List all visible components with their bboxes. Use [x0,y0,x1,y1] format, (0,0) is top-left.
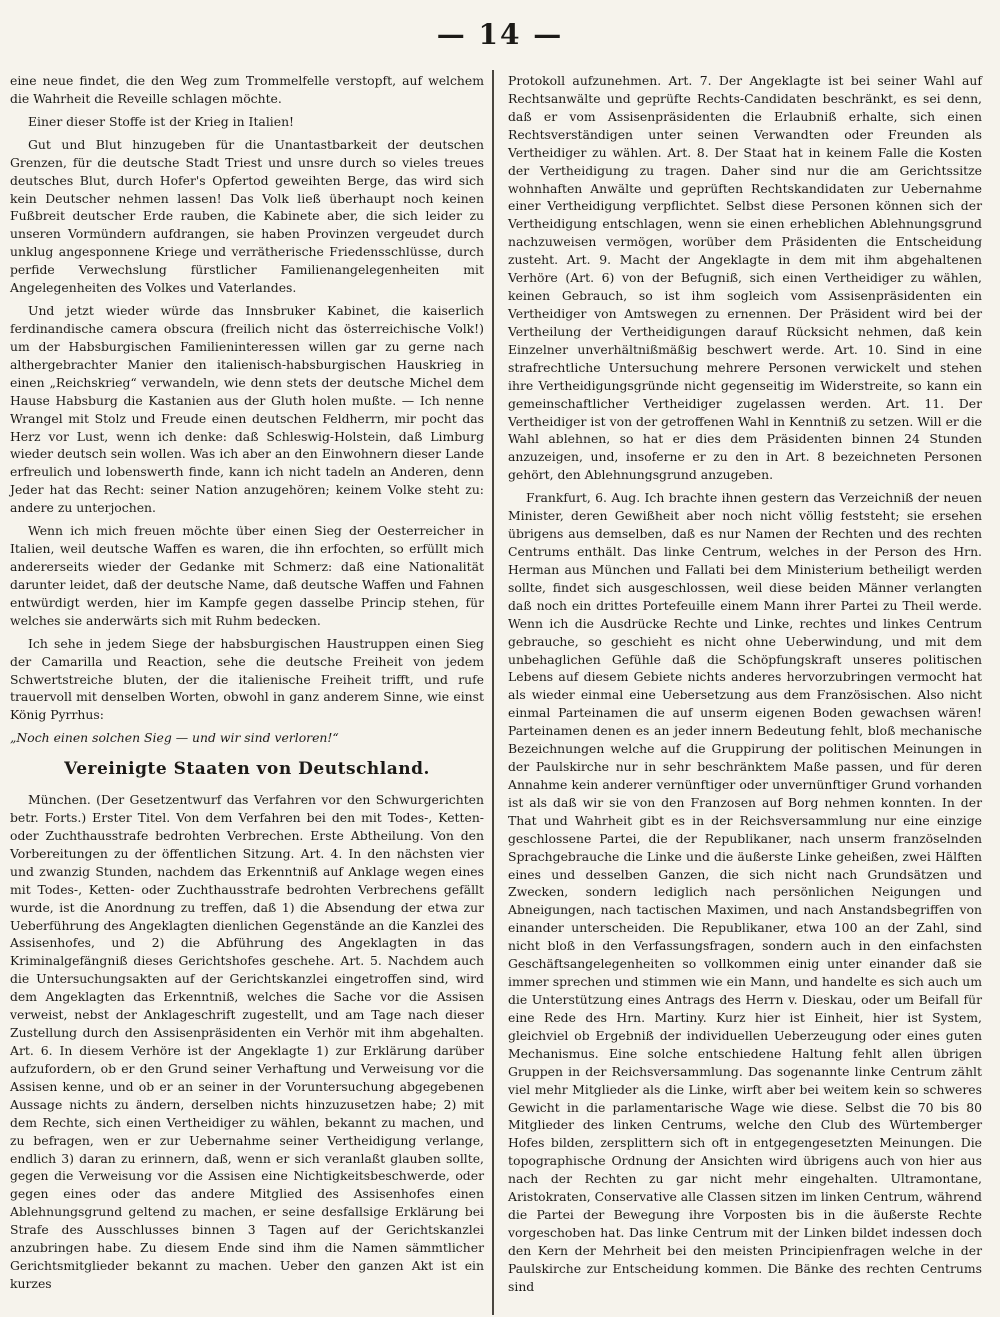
left-column [10,72,484,1298]
paragraph: Frankfurt, 6. Aug. Ich brachte ihnen gestern das Verzeichniß der neuen Minister, deren Gewißheit aber noch nicht völlig feststeht; sie ersehen übrigens aus demselben, daß es nur Namen der Rechten und des rechten Centrums enthält. Das linke Centrum, welches in der Person des Hrn. Herman aus München und Fallati bei dem Ministerium betheiligt werden sollte, findet sich ausgeschlossen, weil diese beiden Männer verlangten daß noch ein drittes Portefeuille einem Mann ihrer Partei zu Theil werde. Wenn ich die Ausdrücke Rechte und Linke, rechtes und linkes Centrum gebrauche, so geschieht es nicht ohne Ueberwindung, und mit dem unbehaglichen Gefühle daß die Schöpfungskraft unseres politischen Lebens auf diesem Gebiete nichts anderes hervorzubringen vermocht hat als wieder einmal eine Uebersetzung aus dem Französischen. Also nicht einmal Parteinamen die auf unserm eigenen Boden gewachsen wären! Parteinamen denen es an jeder innern Bedeutung fehlt, bloß mechanische Bezeichnungen welche auf die Gruppirung der politischen Meinungen in der Paulskirche nur in sehr beschränktem Maße passen, und für deren Annahme kein anderer vernünftiger oder unvernünftiger Grund vorhanden ist als daß wir sie von den Franzosen auf Borg nehmen konnten. In der That und Wahrheit gibt es in der Reichsversammlung nur eine einzige geschlossene Partei, die der Republikaner, nach unserm französelnden Sprachgebrauche die Linke und die äußerste Linke geheißen, zwei Hälften eines und desselben Ganzen, die sich nicht nach Grundsätzen und Zwecken, sondern lediglich nach persönlichen Neigungen und Abneigungen, nach tactischen Maximen, und nach Anstandsbegriffen von einander unterscheiden. Die Republikaner, etwa 100 an der Zahl, sind nicht bloß in den Verfassungsfragen, sondern auch in den einfachsten Geschäftsangelegenheiten so vollkommen einig unter einander daß sie immer sprechen und stimmen wie ein Mann, und handelte es sich auch um die Unterstützung eines Antrags des Herrn v. Dieskau, oder um Beifall für eine Rede des Hrn. Martiny. Kurz hier ist Einheit, hier ist System, gleichviel ob Ergebniß der individuellen Ueberzeugung oder eines guten Mechanismus. Eine solche entschiedene Haltung fehlt allen übrigen Gruppen in der Reichsversammlung. Das sogenannte linke Centrum zählt viel mehr Mitglieder als die Linke, wirft aber bei weitem kein so schweres Gewicht in die parlamentarische Wage wie diese. Selbst die 70 bis 80 Mitglieder des linken Centrums, welche den Club des Würtemberger Hofes bilden, zersplittern sich oft in entgegengesetzten Meinungen. Die topographische Ordnung der Ansichten wird übrigens auch von hier aus nach der Rechten zu gar nicht mehr eingehalten. Ultramontane, Aristokraten, Conservative alle Classen sitzen im linken Centrum, während die Partei der Bewegung ihre Vorposten bis in die äußerste Rechte vorgeschoben hat. Das linke Centrum mit der Linken bildet indessen doch den Kern der Mehrheit bei den meisten Principienfragen welche in der Paulskirche zur Entscheidung kommen. Die Bänke des rechten Centrums sind [508,490,982,1294]
quote: „Noch einen solchen Sieg — und wir sind verloren!“ [10,730,339,746]
paragraph: eine neue findet, die den Weg zum Trommelfelle verstopft, auf welchem die Wahrheit die Reveille schlagen möchte. [10,73,484,106]
right-column [508,72,982,1301]
page-number: — 14 — [436,18,564,51]
paragraph: Gut und Blut hinzugeben für die Unantastbarkeit der deutschen Grenzen, für die deutsche Stadt Triest und unsre durch so vieles treues deutsches Blut, durch Hofer's Opfertod geweihten Berge, das wird sich kein Deutscher nehmen lassen! Das Volk ließ überhaupt noch keinen Fußbreit deutscher Erde rauben, die Kabinete aber, die sich leider zu unseren Vormündern aufdrangen, sie haben Provinzen vergeudet durch unklug angesponnene Kriege und verrätherische Friedensschlüsse, durch perfide Verwechslung fürstlicher Familienangelegenheiten mit Angelegenheiten des Volkes und Vaterlandes. [10,136,484,296]
section-heading: Vereinigte Staaten von Deutschland. [64,759,430,780]
paragraph: Ich sehe in jedem Siege der habsburgischen Haustruppen einen Sieg der Camarilla und Reaction, sehe die deutsche Freiheit von jedem Schwertstreiche bluten, der die italienische Freiheit trifft, und rufe trauervoll mit denselben Worten, obwohl in ganz anderem Sinne, wie einst König Pyrrhus: [10,635,484,723]
column-divider [492,70,494,1315]
paragraph: Wenn ich mich freuen möchte über einen Sieg der Oesterreicher in Italien, weil deutsche Waffen es waren, die ihn erfochten, so erfüllt mich andererseits wieder der Gedanke mit Schmerz: daß eine Nationalität darunter leidet, daß der deutsche Name, daß deutsche Waffen und Fahnen entwürdigt werden, hier im Kampfe gegen dasselbe Princip stehen, für welches sie anderwärts sich mit Ruhm bedecken. [10,523,484,628]
paragraph: Protokoll aufzunehmen. Art. 7. Der Angeklagte ist bei seiner Wahl auf Rechtsanwälte und geprüfte Rechts-Candidaten beschränkt, es sei denn, daß er vom Assisenpräsidenten die Erlaubniß erhalte, sich einen Rechtsverständigen unter seinen Verwandten oder Freunden als Vertheidiger zu wählen. Art. 8. Der Staat hat in keinem Falle die Kosten der Vertheidigung zu tragen. Daher sind nur die am Gerichtssitze wohnhaften Anwälte und geprüften Rechtskandidaten zur Uebernahme einer Vertheidigung verpflichtet. Selbst diese Personen können sich der Vertheidigung entschlagen, wenn sie einen erheblichen Ablehnungsgrund nachzuweisen vermögen, worüber dem Präsidenten die Entscheidung zusteht. Art. 9. Macht der Angeklagte in dem mit ihm abgehaltenen Verhöre (Art. 6) von der Befugniß, sich einen Vertheidiger zu wählen, keinen Gebrauch, so ist ihm sogleich vom Assisenpräsidenten ein Vertheidiger von Amtswegen zu ernennen. Der Präsident wird bei der Vertheilung der Vertheidigungen darauf Rücksicht nehmen, daß kein Einzelner unverhältnißmäßig beschwert werde. Art. 10. Sind in eine strafrechtliche Untersuchung mehrere Personen verwickelt und stehen ihre Vertheidigungsgründe nicht gegenseitig im Widerstreite, so kann ein gemeinschaftlicher Vertheidiger zugelassen werden. Art. 11. Der Vertheidiger ist von der getroffenen Wahl in Kenntniß zu setzen. Will er die Wahl ablehnen, so hat er dies dem Präsidenten binnen 24 Stunden anzuzeigen, und, insoferne er zu den in Art. 8 bezeichneten Personen gehört, den Ablehnungsgrund anzugeben. [508,73,982,483]
paragraph: Einer dieser Stoffe ist der Krieg in Italien! [28,113,295,129]
paragraph: München. (Der Gesetzentwurf das Verfahren vor den Schwurgerichten betr. Forts.) Erster Titel. Von dem Verfahren bei den mit Todes-, Ketten- oder Zuchthausstrafe bedrohten Verbrechen. Erste Abtheilung. Von den Vorbereitungen zu der öffentlichen Sitzung. Art. 4. In den nächsten vier und zwanzig Stunden, nachdem das Erkenntniß auf Anklage wegen eines mit Todes-, Ketten- oder Zuchthausstrafe bedrohten Verbrechens gefällt wurde, ist die Anordnung zu treffen, daß 1) die Absendung der etwa zur Ueberführung des Angeklagten dienlichen Gegenstände an die Kanzlei des Assisenhofes, und 2) die Abführung des Angeklagten in das Kriminalgefängniß dieses Gerichtshofes geschehe. Art. 5. Nachdem auch die Untersuchungsakten auf der Gerichtskanzlei eingetroffen sind, wird dem Angeklagten das Erkenntniß, welches die Sache vor die Assisen verweist, nebst der Anklageschrift zugestellt, und am Tage nach dieser Zustellung durch den Assisenpräsidenten ein Verhör mit ihm abgehalten. Art. 6. In diesem Verhöre ist der Angeklagte 1) zur Erklärung darüber aufzufordern, ob er den Grund seiner Verhaftung und Verweisung vor die Assisen kenne, und ob er an seiner in der Voruntersuchung abgegebenen Aussage nichts zu ändern, derselben nichts hinzuzusetzen habe; 2) mit dem Rechte, sich einen Vertheidiger zu wählen, bekannt zu machen, und zu befragen, wen er zur Uebernahme seiner Vertheidigung verlange, endlich 3) daran zu erinnern, daß, wenn er sich veranlaßt glauben sollte, gegen die Verweisung vor die Assisen eine Nichtigkeitsbeschwerde, oder gegen eines oder das andere Mitglied des Assisenhofes einen Ablehnungsgrund geltend zu machen, er seine desfallsige Erklärung bei Strafe des Ausschlusses binnen 3 Tagen auf der Gerichtskanzlei anzubringen habe. Zu diesem Ende sind ihm die Namen sämmtlicher Gerichtsmitglieder bekannt zu machen. Ueber den ganzen Akt ist ein kurzes [10,792,484,1291]
paragraph: Und jetzt wieder würde das Innsbruker Kabinet, die kaiserlich ferdinandische camera obscura (freilich nicht das österreichische Volk!) um der Habsburgischen Familieninteressen willen gar zu gerne nach althergebrachter Manier den italienisch-habsburgischen Hauskrieg in einen „Reichskrieg“ verwandeln, wie denn stets der deutsche Michel dem Hause Habsburg die Kastanien aus der Gluth holen mußte. — Ich nenne Wrangel mit Stolz und Freude einen deutschen Feldherrn, mir pocht das Herz vor Lust, wenn ich denke: daß Schleswig-Holstein, daß Limburg wieder deutsch sein wollen. Was ich aber an den Einwohnern dieser Lande erfreulich und lobenswerth finde, kann ich nicht tadeln an Anderen, denn Jeder hat das Recht: seiner Nation anzugehören; keinem Volke steht zu: andere zu unterjochen. [10,303,484,516]
